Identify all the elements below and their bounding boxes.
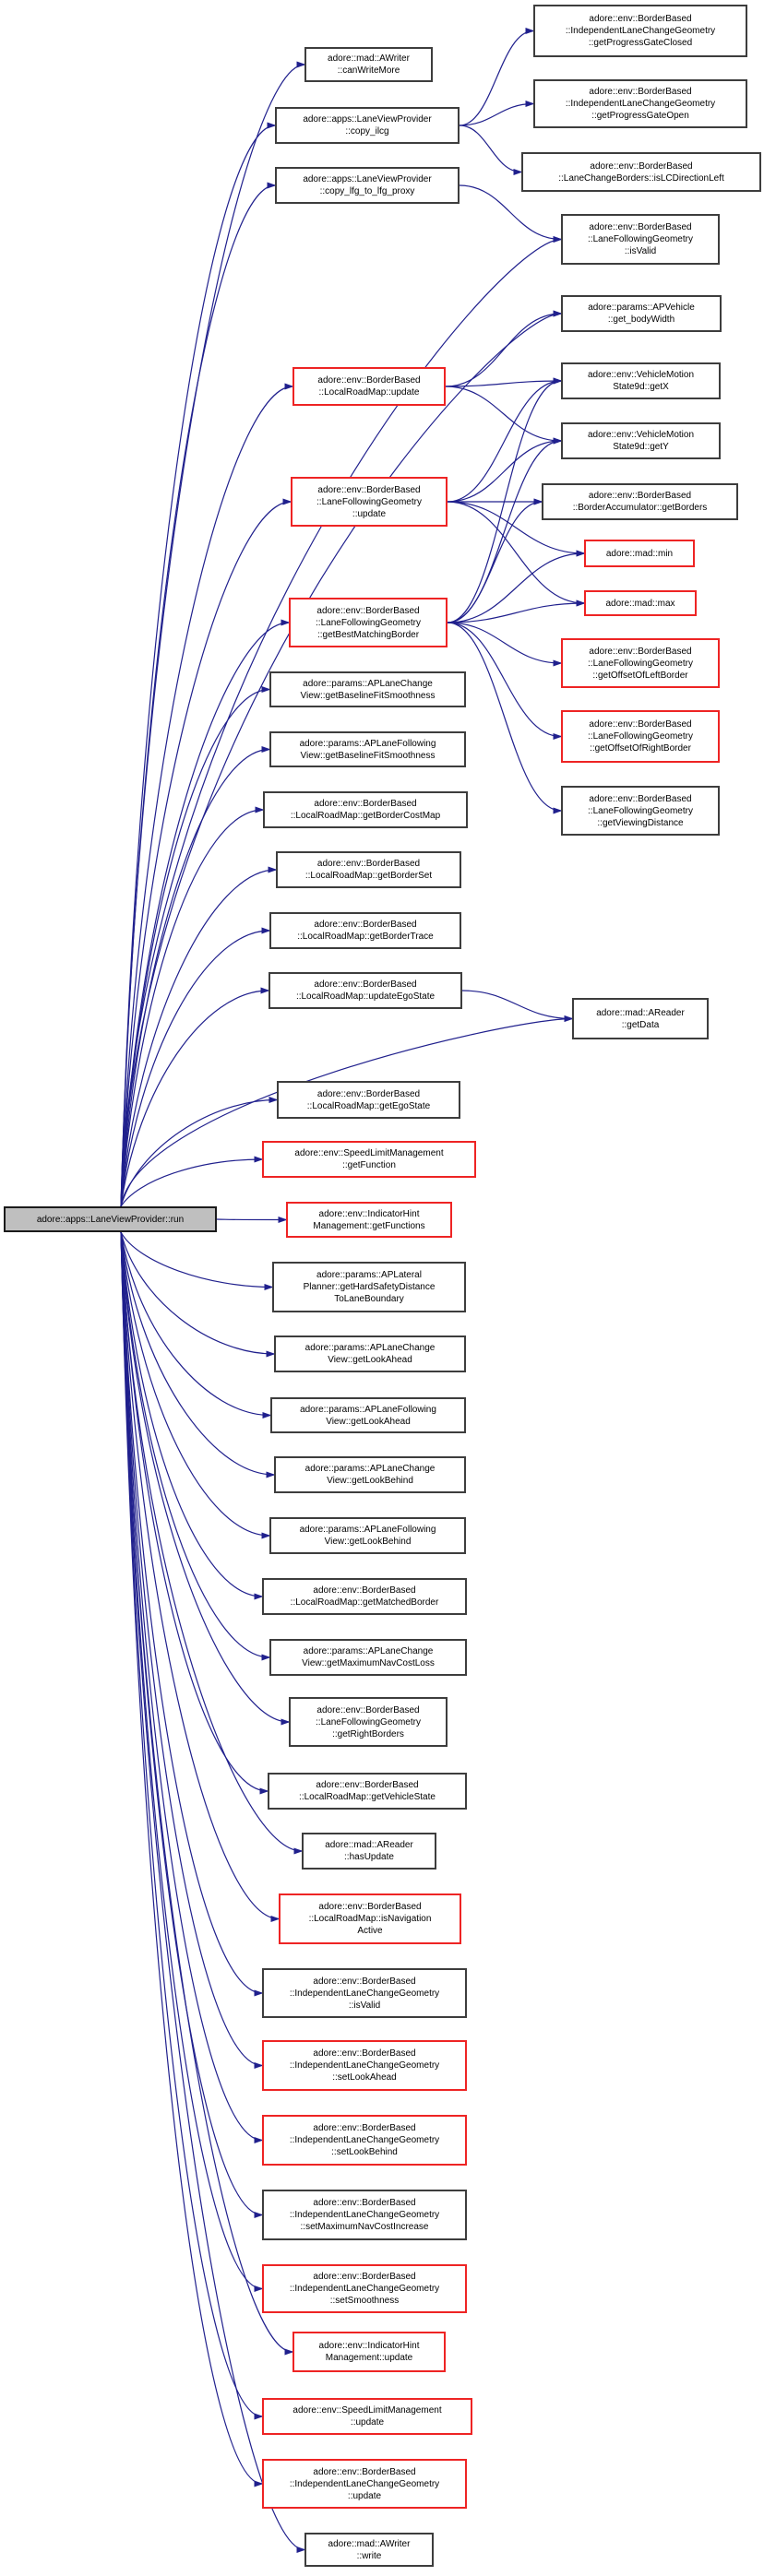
node-label-line: ::update [350, 2417, 385, 2428]
node-label-line: adore::env::BorderBased [314, 799, 417, 809]
node-label-line: ::copy_ilcg [345, 126, 389, 137]
node-label-line: ::LaneFollowingGeometry [588, 234, 693, 244]
graph-node-ihm-update[interactable] [292, 2332, 446, 2372]
node-label-line: adore::params::APLaneFollowing [299, 738, 436, 749]
node-label-line: ::LocalRoadMap::updateEgoState [295, 991, 436, 1002]
node-label-line: ::isValid [348, 2000, 381, 2011]
graph-node-hard-safety-distance[interactable] [272, 1262, 466, 1312]
node-label-line: adore::env::BorderBased [589, 14, 692, 24]
node-label-line: ::update [347, 2490, 382, 2501]
node-label-line: adore::env::BorderBased [317, 375, 421, 386]
node-label-line: ::getRightBorders [332, 1728, 404, 1739]
graph-node-get-border-cost-map[interactable] [263, 791, 468, 828]
graph-node-get-matched-border[interactable] [262, 1578, 467, 1615]
node-label-line: ::LaneFollowingGeometry [588, 731, 693, 742]
graph-node-get-border-set[interactable] [276, 851, 461, 888]
graph-node-is-navigation-active[interactable] [279, 1893, 461, 1944]
node-label-line: ToLaneBoundary [334, 1294, 404, 1304]
node-label-line: adore::env::BorderBased [316, 605, 420, 616]
node-label-line: ::IndependentLaneChangeGeometry [289, 1988, 440, 1999]
graph-node-get-borders[interactable] [542, 483, 738, 520]
call-edge-run-to-hard-safety-distance [121, 1232, 272, 1288]
node-label-line: ::LocalRoadMap::getEgoState [306, 1100, 431, 1111]
call-edge-run-to-lc-look-ahead [121, 1232, 274, 1354]
node-label-line: adore::env::BorderBased [313, 2048, 416, 2059]
call-edge-run-to-is-navigation-active [121, 1232, 279, 1919]
node-label-line: adore::env::SpeedLimitManagement [292, 2405, 442, 2416]
node-label-line: ::BorderAccumulator::getBorders [572, 503, 708, 513]
graph-node-set-max-nav-cost-increase[interactable] [262, 2190, 467, 2240]
node-label-line: View::getLookBehind [324, 1537, 412, 1547]
node-label-line: ::IndependentLaneChangeGeometry [565, 99, 716, 109]
graph-node-update-ego-state[interactable] [269, 972, 462, 1009]
node-label-line: adore::mad::AReader [325, 1840, 413, 1850]
node-label-line: adore::env::BorderBased [316, 859, 421, 869]
node-label-line: adore::params::APLaneChange [304, 1464, 436, 1474]
node-label-line: ::getFunction [342, 1160, 396, 1170]
graph-node-set-smoothness[interactable] [262, 2264, 467, 2313]
call-edge-run-to-get-best-matching-border [121, 623, 289, 1206]
node-label-line: adore::env::BorderBased [588, 491, 692, 501]
node-label-line: State9d::getX [613, 382, 669, 392]
node-label-line: adore::env::BorderBased [316, 1780, 419, 1790]
node-label-line: Planner::getHardSafetyDistance [303, 1282, 436, 1292]
node-label-line: ::IndependentLaneChangeGeometry [565, 26, 716, 36]
call-edge-run-to-lc-look-behind [121, 1232, 274, 1475]
call-edge-run-to-set-smoothness [121, 1232, 262, 2289]
node-label-line: ::hasUpdate [344, 1852, 394, 1862]
node-label-line: adore::env::BorderBased [313, 2272, 416, 2282]
node-label-line: adore::apps::LaneViewProvider::run [36, 1214, 185, 1225]
call-edge-run-to-ihm-get-functions [217, 1219, 286, 1220]
graph-node-slm-update[interactable] [262, 2398, 472, 2435]
node-label-line: ::LaneChangeBorders::isLCDirectionLeft [558, 172, 724, 184]
node-label-line: ::LaneFollowingGeometry [588, 805, 693, 816]
node-label-line: adore::params::APLaneChange [303, 678, 433, 689]
node-label-line: adore::env::BorderBased [589, 87, 692, 97]
node-label-line: ::IndependentLaneChangeGeometry [289, 2478, 440, 2489]
node-label-line: adore::params::APLateral [316, 1270, 422, 1280]
node-label-line: adore::apps::LaneViewProvider [303, 114, 432, 125]
node-label-line: adore::mad::AWriter [328, 2538, 411, 2549]
graph-node-get-offset-of-right-border[interactable] [561, 710, 720, 763]
node-label-line: View::getLookAhead [328, 1355, 412, 1365]
node-label-line: adore::params::APLaneFollowing [299, 1525, 436, 1535]
graph-node-ihm-get-functions[interactable] [286, 1202, 452, 1238]
node-label-line: ::copy_lfg_to_lfg_proxy [319, 186, 415, 196]
graph-node-lc-look-behind[interactable] [274, 1456, 466, 1493]
node-label-line: View::getLookAhead [326, 1416, 411, 1427]
node-label-line: ::write [356, 2550, 382, 2561]
call-edge-update-ego-state-to-get-data [462, 991, 572, 1019]
node-label-line: adore::env::BorderBased [317, 484, 421, 495]
node-label-line: adore::env::BorderBased [313, 1976, 416, 1987]
node-label-line: adore::params::APLaneChange [303, 1646, 434, 1656]
call-edge-get-best-matching-border-to-get-y [448, 441, 561, 623]
node-label-line: ::getViewingDistance [597, 817, 684, 828]
graph-node-copy-ilcg[interactable] [275, 107, 460, 144]
graph-node-can-write-more[interactable] [304, 47, 433, 82]
node-label-line: State9d::getY [613, 442, 669, 452]
graph-node-ilcg-is-valid[interactable] [262, 1968, 467, 2018]
node-label-line: adore::env::BorderBased [314, 979, 417, 990]
node-label-line: adore::env::BorderBased [313, 2198, 416, 2208]
graph-node-get-progress-gate-closed[interactable] [533, 5, 747, 57]
node-label-line: ::IndependentLaneChangeGeometry [289, 2060, 440, 2071]
graph-node-lfg-is-valid[interactable] [561, 214, 720, 265]
node-label-line: ::LocalRoadMap::update [318, 387, 420, 398]
node-label-line: ::LocalRoadMap::isNavigation [308, 1914, 432, 1924]
graph-node-run[interactable] [4, 1206, 217, 1232]
graph-node-mad-min[interactable] [584, 540, 695, 567]
graph-node-lf-look-ahead[interactable] [270, 1397, 466, 1433]
node-label-line: adore::env::BorderBased [589, 222, 692, 232]
node-label-line: View::getMaximumNavCostLoss [302, 1658, 435, 1668]
node-label-line: ::getOffsetOfRightBorder [590, 743, 691, 754]
node-label-line: adore::env::BorderBased [316, 1088, 421, 1099]
graph-node-copy-lfg-to-lfg-proxy[interactable] [275, 167, 460, 204]
node-label-line: adore::env::BorderBased [318, 1902, 422, 1912]
graph-node-set-look-behind[interactable] [262, 2115, 467, 2166]
node-label-line: adore::mad::min [605, 548, 674, 559]
node-label-line: adore::mad::max [605, 598, 675, 609]
graph-node-lfg-update[interactable] [291, 477, 448, 527]
node-label-line: ::LaneFollowingGeometry [316, 496, 422, 507]
node-label-line: Management::getFunctions [313, 1220, 425, 1231]
graph-node-slm-get-function[interactable] [262, 1141, 476, 1178]
graph-node-ilcg-update[interactable] [262, 2459, 467, 2509]
graph-node-get-viewing-distance[interactable] [561, 786, 720, 836]
graph-node-is-lc-direction-left[interactable] [521, 152, 761, 192]
call-edge-run-to-can-write-more [121, 65, 304, 1206]
graph-node-set-look-ahead[interactable] [262, 2040, 467, 2091]
node-label-line: adore::mad::AReader [596, 1007, 685, 1018]
call-edge-copy-ilcg-to-is-lc-direction-left [460, 125, 521, 172]
node-label-line: adore::env::BorderBased [589, 719, 692, 730]
node-label-line: adore::env::VehicleMotion [587, 430, 695, 440]
graph-node-get-right-borders[interactable] [289, 1697, 448, 1747]
node-label-line: adore::env::BorderBased [589, 793, 692, 804]
graph-node-get-y[interactable] [561, 422, 721, 459]
node-label-line: adore::env::VehicleMotion [587, 370, 695, 380]
call-edge-run-to-copy-ilcg [121, 125, 275, 1206]
node-label-line: ::IndependentLaneChangeGeometry [289, 2210, 440, 2220]
node-label-line: adore::env::BorderBased [313, 1585, 416, 1596]
node-label-line: adore::env::BorderBased [589, 646, 692, 657]
node-label-line: adore::env::IndicatorHint [318, 1208, 420, 1219]
node-label-line: adore::env::IndicatorHint [318, 2341, 420, 2351]
node-label-line: Management::update [325, 2353, 413, 2363]
graph-node-has-update[interactable] [302, 1833, 436, 1870]
node-label-line: ::getBestMatchingBorder [316, 629, 420, 640]
node-label-line: adore::env::BorderBased [313, 2123, 416, 2133]
node-label-line: adore::env::BorderBased [590, 160, 693, 172]
node-label-line: ::LaneFollowingGeometry [316, 617, 421, 628]
graph-node-get-ego-state[interactable] [277, 1081, 460, 1119]
node-label-line: ::LaneFollowingGeometry [588, 658, 693, 669]
node-label-line: ::isValid [624, 246, 657, 256]
node-label-line: ::getProgressGateClosed [588, 38, 693, 48]
call-edge-copy-ilcg-to-get-progress-gate-closed [460, 31, 533, 126]
node-label-line: adore::env::SpeedLimitManagement [294, 1148, 444, 1158]
graph-node-get-max-nav-cost-loss[interactable] [269, 1639, 467, 1676]
node-label-line: ::update [352, 508, 387, 519]
node-label-line: View::getBaselineFitSmoothness [300, 690, 436, 701]
node-label-line: adore::apps::LaneViewProvider [303, 174, 432, 184]
graph-node-lrm-update[interactable] [292, 367, 446, 406]
node-label-line: ::getProgressGateOpen [591, 111, 689, 121]
graph-node-get-vehicle-state[interactable] [268, 1773, 467, 1810]
node-label-line: ::IndependentLaneChangeGeometry [289, 2135, 440, 2145]
graph-node-get-x[interactable] [561, 362, 721, 399]
call-edge-run-to-copy-lfg-to-lfg-proxy [121, 185, 275, 1206]
node-label-line: adore::env::BorderBased [316, 1704, 420, 1715]
node-label-line: ::setSmoothness [329, 2296, 400, 2306]
node-label-line: View::getLookBehind [327, 1476, 413, 1486]
graph-node-lc-baseline-fit[interactable] [269, 671, 466, 707]
call-edge-get-best-matching-border-to-get-viewing-distance [448, 623, 561, 811]
node-label-line: adore::params::APLaneFollowing [300, 1404, 436, 1415]
call-edge-run-to-set-look-behind [121, 1232, 262, 2141]
node-label-line: adore::mad::AWriter [328, 53, 410, 64]
call-edge-run-to-ilcg-is-valid [121, 1232, 262, 1993]
node-label-line: ::get_bodyWidth [607, 315, 675, 325]
graph-node-get-border-trace[interactable] [269, 912, 461, 949]
node-label-line: adore::params::APLaneChange [304, 1343, 436, 1353]
call-edge-lrm-update-to-get-y [446, 386, 561, 441]
node-label-line: ::getData [621, 1019, 660, 1030]
call-edge-copy-lfg-to-lfg-proxy-to-lfg-is-valid [460, 185, 561, 240]
node-label-line: adore::env::BorderBased [314, 920, 417, 930]
graph-node-get-body-width[interactable] [561, 295, 722, 332]
node-label-line: ::LocalRoadMap::getBorderCostMap [290, 811, 441, 821]
graph-node-lf-look-behind[interactable] [269, 1517, 466, 1554]
node-label-line: ::LocalRoadMap::getVehicleState [299, 1792, 436, 1802]
node-label-line: ::getOffsetOfLeftBorder [592, 670, 688, 681]
node-label-line: adore::params::APVehicle [588, 303, 695, 313]
node-label-line: ::LocalRoadMap::getBorderSet [304, 871, 433, 881]
graph-node-writer-write[interactable] [304, 2533, 434, 2567]
graph-node-get-offset-of-left-border[interactable] [561, 638, 720, 688]
node-label-line: ::setLookAhead [332, 2072, 397, 2083]
node-label-line: ::setLookBehind [331, 2147, 398, 2157]
call-edge-get-best-matching-border-to-get-borders [448, 502, 542, 623]
node-label-line: Active [357, 1926, 383, 1936]
call-edge-lrm-update-to-get-body-width [446, 314, 561, 386]
graph-node-mad-max[interactable] [584, 590, 697, 616]
call-edge-get-best-matching-border-to-get-offset-of-left-border [448, 623, 561, 663]
node-label-line: ::LocalRoadMap::getBorderTrace [297, 932, 434, 942]
node-label-line: ::setMaximumNavCostIncrease [300, 2222, 429, 2232]
node-label-line: adore::env::BorderBased [313, 2466, 416, 2477]
call-edge-run-to-get-vehicle-state [121, 1232, 268, 1791]
graph-node-lc-look-ahead[interactable] [274, 1335, 466, 1372]
call-edge-run-to-set-look-ahead [121, 1232, 262, 2066]
call-edge-run-to-lf-baseline-fit [121, 750, 269, 1207]
graph-node-get-progress-gate-open[interactable] [533, 79, 747, 128]
node-label-line: ::IndependentLaneChangeGeometry [289, 2284, 440, 2294]
node-label-line: ::canWriteMore [337, 65, 400, 76]
node-label-line: ::LocalRoadMap::getMatchedBorder [290, 1597, 439, 1608]
graph-node-get-data[interactable] [572, 998, 709, 1039]
call-edge-run-to-lf-look-ahead [121, 1232, 270, 1416]
node-label-line: ::LaneFollowingGeometry [316, 1716, 421, 1727]
node-label-line: View::getBaselineFitSmoothness [300, 750, 436, 761]
graph-node-lf-baseline-fit[interactable] [269, 731, 466, 767]
graph-node-get-best-matching-border[interactable] [289, 598, 448, 647]
